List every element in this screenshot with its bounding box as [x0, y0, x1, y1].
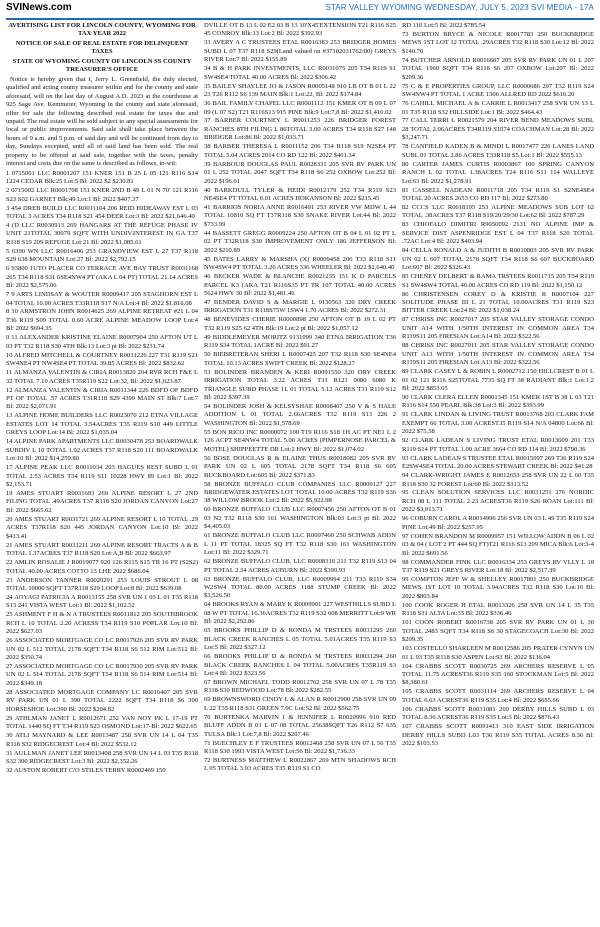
tax-listing-entry: 48 BENEVIDES CHERIE R0000898 250 AFTON OT B 19 L 02 PT T32 R119 S25 62 4TH Blk:19 Lot:2 pt Bl: 2022 $1,057.12 [204, 316, 396, 332]
tax-listing-entry: DVILLE OT B 13 L 02 E2 03 B 13 10'X45'EXTENSION T21 R116 S25 45 CONROY Blk:13 Lot:2 Bl: 2022 $392.93 [204, 22, 396, 38]
tax-listing-entry: 17 ALPINE PEAK LLC R0011034 203 HAGUES REST SUBD L 01 TOTAL 2.53 ACRES T34 R119 S11 10228 HWY 89 Lot:1 Bl: 2022 $2,153.71 [6, 464, 198, 489]
tax-listing-entry: 87 CHRISS INC R0027017 205 STAR VALLEY STORAGE CONDO UNIT A14 WITH 1/50TH INTEREST IN COMMON AREA T34 R119S11 205 FIRESIAN Lot:A14 Bl: 2022 $322.56 [402, 316, 594, 341]
notice-columns [6, 22, 594, 922]
tax-listing-entry: 73 BURTON BRYCE & NICOLE R0017783 250 BUCKBRIDGE MEWS 1ST LOT 12 TOTAL .29ACRES T32 R118 S30 Lot:12 Bl: 2022 $140.70 [402, 30, 594, 55]
tax-listing-entry: 38 BARBER THERESA L R0011152 206 T34 R118 S19 N2SE4 PT TOTAL 5.04 ACRES 2014 CO RD 122 Bl: 2022 $461.34 [204, 143, 396, 159]
tax-listing-entry: 20 AMES STUART R0031721 269 ALPINE RESORT L 10 TOTAL .29 ACRES T37R118 S20 445 JORDAN CANYON Lot:10 Bl: 2022 $413.41 [6, 515, 198, 540]
tax-listing-entry: 65 BROOKS PHILLIP D & RONDA M TRSTEES R0031295 260 BLACK CREEK RANCHES L 05 TOTAL 5.01ACRES T35 R119 S3 Lot:5 Bl: 2022 $327.12 [204, 627, 396, 652]
tax-listing-entry: 62 BRONZE BUFFALO CLUB, LLC R0008310 211 T32 R119 S13 04 PT TOTAL 2.34 ACRES AUBURN Bl: 2022 $399.93 [204, 558, 396, 574]
tax-listing-entry: 26 ASSOCIATED MORTGAGE CO LC R0017926 205 SVR RV PARK UN 02 L 512 TOTAL 2178 SQFT T34 R118 S6 512 RIM Lot:512 Bl: 2022 $350.74 [6, 637, 198, 662]
tax-listing-entry: 47 BENDER DAVID S & MARGIE L 9130563 320 DRY CREEK IRRIGATION T31 R118S75W 1SW4 1.70 ACRES Bl: 2022 $272.31 [204, 299, 396, 315]
tax-listing-entry: 69 BROWNSWORD CINDY L & ALAN R R0012900 258 SVR UN 09 L 22 T35 R118 S31 GREEN 7.0C Lot:52 Bl: 2022 $562.75 [204, 696, 396, 712]
notice-heading: STATE OF WYOMING COUNTY OF LINCOLN SS COUNTY TREASURER'S OFFICE [12, 57, 192, 74]
tax-listing-entry: 50 BIEBRETERAN SHERI L R0007425 207 T32 R118 S30 SE4NE4 TOTAL 10.13 ACRES SWIFT CREEK Bl: 2022 $128.27 [204, 351, 396, 367]
tax-listing-entry: 21 AMES STUART R0031211 269 ALPINE RESORT TRACTS A & B TOTAL 1.37ACRES T37 R118 S20 Lot:A,B Bl: 2022 $663.97 [6, 541, 198, 558]
tax-listing-entry: 55 BON RICO INC R0000072 100 T19 R116 S18 1H AC PT NE1 L 2 126 ACPT SE4NW4 TOTAL 5.00 ACRES (PIMPERNOSE PARCEL & MOTEL) SHIPPEETTE DR Lot:2 HWY Bl: 2022 $1,074.02 [204, 428, 396, 453]
tax-listing-entry: 99 COMPTON JEFF W & SHELLEY R0017801 250 BUCKBRIDGE MEWS 1ST LOT 10 TOTAL 3.94ACRES T32 R118 S30 Lot:10 Bl: 2022 $803.84 [402, 576, 594, 600]
tax-listing-entry: 31 AULLMAN JANET LEE R0013408 258 SVR UN 14 L 03 T35 R118 S32 300 RIDGECREST Lot:3 Bl: 2022 $2,352.26 [6, 749, 198, 766]
tax-listing-entry: 46 BECKER WADE & BLANCHE R0021235 151 K D PARCELS PARCEL K3 (AKA T21 R116S35 PT TR 107 TOTAL 40.00 ACRES 5624 HWY 30 Bl: 2022 $1,481.46 [204, 273, 396, 298]
tax-listing-entry: 11 ALMANZA VALENTIN & CIRIA R0013820 204 RVR RCH F&E L 32 TOTAL 7.10 ACRES T35R119 S22 Lot:32, Bl: 2022 $1,023.87 [6, 369, 198, 385]
tax-listing-entry: 86 CHRISTENSEN COREY D & KRISTIE R R0007104 227 SOLITUDE PHASE III L 21 TOTAL 10.00ACRES T31 R119 S23 BITTER CREEK Lot:24 Bl: 2022 $1,038.24 [402, 290, 594, 315]
tax-listing-entry: 53 BOLINDER BRANDEN & KERI R0091550 320 DRY CREEK IRRIGATION TOTAL 3.22 ACRES T31 R121 0080 6080 K TRIANGLE SUBD PHASE 1L 01 TOTAL 5.12 ACRES T31 R119 S12 Bl: 2022 $397.39 [204, 368, 396, 401]
site-name: SVINews.com [6, 2, 72, 13]
tax-listing-entry: 2 0715002 LLC R0001708 151 KNER 2ND B 49 L 01 N 70' 121 R116 S23 S02 GARNET Blk:49 Lot:1 Bl: 2022 $407.37 [6, 187, 198, 203]
tax-listing-entry: 105 CRABBS SCOTT R0031114 269 ARCHERS RESERVE L 04 TOTAL 6.63 ACREST36 R119 S35 Lot:4 Bl: 2022 $655.66 [402, 688, 594, 704]
notice-heading: NOTICE OF SALE OF REAL ESTATE FOR DELINQUENT TAXES [15, 39, 189, 56]
tax-listing-entry: 49 BIDDLEMEYER MORITZ 9131099 340 ETNA IRRIGATION T36 R119 S34 TOTAL 1ACRE Bl: 2022 $91.27 [204, 333, 396, 350]
tax-listing-entry: 10 ALFRED MITCHELL & COURTNEY R0031226 227 T31 R119 S21 SW4NE4 PT NW4SE4 PT TOTAL 39.85 ACRES Bl: 2022 $832.62 [6, 351, 198, 368]
tax-listing-entry: 89 CLARK CASEY L & ROBIN L R0002712 150 HILLCREST B 01 L 01 02 121 R116 S25TOTAL 7735 SQ FT 38 RADIANT Blk:1 Lot:1,2 Bl: 2022 $853.65 [402, 368, 594, 393]
tax-listing-entry: 100 COOK ROGER H ETAL R0013326 258 SVR UN 14 L 35 T35 R118 S31 ALTA Lot:35 Bl: 2022 $336.46 [402, 601, 594, 618]
tax-listing-entry: 29 ATHLMAN JANET L R0012671 252 VAN NOY PK L 17-19 PT TOTAL 1440 SQ FT T34 R119 S23 OSMOND Lot:17-Bl: 2022 $622.65 [6, 714, 198, 731]
tax-listing-entry: 93 CLARK LADEAN S TRUSTEE ETAL R0015097 269 T36 R119 S24 E2SW4SE4 TOTAL 20.00 ACRES STEWART CREEK Bl: 2022 $41.28 [402, 454, 594, 471]
tax-listing-entry: 22 AMLIN ROSALIE J R0019077 920 126 R115 S15 TR 16 PT (S2S2) TOTAL 40.00 ACRES COTTO 13 LHE 2022 $686.04 [6, 559, 198, 575]
tax-listing-entry: 81 CASSELL NADEAN R0011718 205 T34 R119 S1 S2NE4SE4 TOTAL 20 ACRES 2653 CO RD 117 Bl: 2022 $273.80 [402, 186, 594, 203]
tax-listing-entry: 80 CARTER JAMES CURTIS R0003867 100 SPRING CANYON RANCH L 02 TOTAL 1.38ACRES T24 R116 S11 114 WALLEYE Lot:63 Bl: 2022 $1,278.91 [402, 160, 594, 185]
tax-listing-entry: 107 CRABBS SCOTT R0091413 310 EAST SIDE IRRIGATION DERBY HILLS SUBD L03 T36 R119 S35 TOTAL ACRES 8.36 Bl: 2022 $103.53 [402, 723, 594, 748]
tax-listing-entry: 34 B & H PARK INVESTMENTS, LLC R0031075 205 T34 R119 S1 SW4SE4 TOTAL 40.00 ACRES Bl: 2022 $306.42 [204, 65, 396, 81]
tax-listing-entry: 28 ASSOCIATED MORTGAGE COMPANY LC R0016407 205 SVR RV PARK UN 01 L 390 TOTAL 2222 SQFT T34 R118 S6 390 HORSESHOE Lot:390 Bl: 2022 $204.82 [6, 688, 198, 713]
tax-listing-entry: 78 CANFIELD KADEN B & MINDI L R0017477 226 LANES LAND SUBL 01 TOTAL 2.86 ACRES T33R118 S5 Lot:1 Bl: 2022 $555.13 [402, 143, 594, 159]
tax-listing-entry: 13 ALPINE HOME BUILDERS LLC R0023070 212 ETNA VILLAGE ESTATES LOT 14 TOTAL 3.54ACRES T35 R119 S10 449 LITTLE GREYS LOOP Lot:14 Bl: 2022 $1,035.04 [6, 412, 198, 437]
column-1 [6, 22, 198, 922]
tax-listing-entry: 45 BATES LARRY & MARSHA (X) R0009458 206 T33 R118 S11 NW4SW4 PT TOTAL 3.26 ACRES 336 WHEELER Bl: 2022 $2,640.40 [204, 255, 396, 272]
tax-listing-entry: 41 BARRIOS NORIA ANNE R0016491 253 RIVER VW MDW L 44 TOTAL 10810 SQ FT T37R118 S30 SNAKE RIVER Lot:44 Bl: 2022 $733.99 [204, 204, 396, 228]
tax-listing-entry: 82 CCCS LLC R0018195 253 ALPINE MEADOWS SUB LOT 62 TOTAL .38ACRES T37 R118 S19/20/29/30 Lot:62 Bl: 2022 $787.29 [402, 204, 594, 220]
tax-listing-entry: 25 ASHMENT F H & N A TRUSTEES R0011812 205 SOUTHBROOK RCH L 10 TOTAL 2.20 ACRESS T34 R119 S10 POPLAR Lot:10 Bl: 2022 $627.03 [6, 611, 198, 636]
tax-listing-entry: 12 ALMANZA VALENTIN & CIRIA R0011344 226 BDFD OF BDFD PT OF TOTAL .57 ACRES T31R118 S29 4399 MAIN ST Blk:7 Lot:7 Bl: 2022 $2,071.91 [6, 386, 198, 411]
tax-listing-entry: 71 BUECHLEY E F TRUSTEES R0012468 258 SVR UN 07 L 56 T35 R118 S30 1993 VISTA WEST Lot:56 Bl: 2022 $1,736.33 [204, 739, 396, 756]
tax-listing-entry: 58 BRONZE BUFFALO CLUB COMPANIES LLC R0009127 227 BRIDGEWATER ESTATES LOT TOTAL 10.00 ACRES T32 R119 S36 38 WILLOW BROOK Lot:2 Bl: 2022 $5,922.98 [204, 480, 396, 505]
tax-listing-entry: 5 6390 WN LLC R0016406 253 GRANDVIEW EST L 27 T37 R118 S29 638 MOUNTAIN Lot:27 Bl: 2022 $2,792.15 [6, 247, 198, 264]
tax-listing-entry: 23 ANDERSON TANNER R0020291 253 LOUIS STROUT L 08 TOTAL 10000 SQFT T37R118 S29 LOOP Lot:8 Bl: 2022 $639.08 [6, 576, 198, 592]
tax-listing-entry: 104 CRABBS SCOTT R0030725 269 ARCHERS RESERVE L 05 TOTAL 11.75 ACREST36 R119 S35 160 STOCKMAN Lot:5 Bl: 2022 $8,380.61 [402, 662, 594, 687]
tax-listing-entry: 77 CALL TERRI L R0021579 204 RIVER BEND MEADOWS SUBL 28 TOTAL 2.06ACRES T34R119 S1074 COACHMAN Lot:28 Bl: 2022 $3,247.71 [402, 117, 594, 142]
page-header [6, 2, 594, 20]
tax-listing-entry: 67 BROWN MICHAEL TODD R0012762 258 SVR UN 07 L 78 T35 R118 S30 REDWOOD Lot:78 Bl: 2022 $282.55 [204, 678, 396, 695]
tax-listing-entry: 97 COHEN BRANDON M R0009957 151 WILLOW ADDN B 06 L 02 03 & 04 ( LOT 2 PT 444 SQ FT)T21 R116 S13 209 MICA Blk:6 Lot:3-4 Bl: 2022 $691.56 [402, 532, 594, 557]
tax-listing-entry: 4 (D LLC R0030913 269 HANGARS AT THE REFUGE PHASE IV UNIT 21TOTAL 30079 SQFT WITH UNDIV.INTEREST IN GA T37 R118 S19 209 REFUGE Lot:21 Bl: 2022 $1,085.61 [6, 221, 198, 246]
tax-listing-entry: 72 BURTNESS MATTHEW L R0022867 269 MTN SHADOWS RCH L 05 TOTAL 3.93 ACRES T35 R119 S1 CO [204, 757, 396, 773]
tax-listing-entry: 88 CHRISS INC R0027011 205 STAR VALLEY STORAGE CONDO UNIT A13 WITH 1/50TH INTEREST IN COMMON AREA T34 R119S11 205 FIRESIAN Lot:A13 Bl: 2022 $322.56 [402, 342, 594, 367]
tax-listing-entry: 60 BRONZE BUFFALO CLUB LLC R0007456 250 AFTON OT B 01 03 N2 T32 R118 S30 161 WASHINGTON Blk:03 Lot:3 pt Bl: 2022 $4,405.03 [204, 506, 396, 531]
tax-listing-entry: 84 CELLA RONALD A & JUDITH B R0010803 205 SVR RV PARK UN 02 L 607 TOTAL 2178 SQFT T34 R118 S6 607 BUCKBOARD Lot:607 Bl: 2022 $326.43 [402, 247, 594, 272]
column-2 [204, 22, 396, 922]
tax-listing-entry: 66 BROOKS PHILLIP D & RONDA M TRSTEES R0031294 260 BLACK CREEK RANCHES L 04 TOTAL 5.00ACRES T35R119 S3 Lot:4 Bl: 2022 $323.56 [204, 653, 396, 677]
tax-listing-entry: 7 9 ARTS LINDSAY & WOUTER R0009417 205 STAGHORN EST L 04 TOTAL 10.00 ACRES T33R118 S17 N/A Lot:4 Bl: 2022 $1,816.08 [6, 291, 198, 307]
tax-listing-entry: 98 COMMANDER FINK LLC R0016334 253 GREYS RV VLLY L 18 T37 R119 S21 GREYS RIVER Lot:18 Bl: 2022 $2,517.39 [402, 558, 594, 575]
tax-listing-entry: 64 BROOKS RYAN & MARY K R0009901 227 WESTHILLS SUBD L 08 W PT TOTAL 16.36ACRES T32 R119 S32 608 MERRITT Lot:9 WR Bl: 2022 $2,292.86 [204, 601, 396, 626]
tax-listing-entry: 19 AMES STUART R0031693 269 ALPINE RESORT L 27 2ND FILING TOTAL .49ACRES T37 R118 S20 JORDAN CANYON Lot:27 Bl: 2022 $665.62 [6, 489, 198, 514]
tax-listing-entry: 30 ATLI MAYNARD & LEE R0013487 258 SVR UN 14 L 04 T35 R118 S32 RIDGECREST Lot:4 Bl: 2022 $532.12 [6, 732, 198, 748]
tax-listing-entry: 32 AUSTON ROBERT C/O STILES TERRY R0002469 150 [6, 766, 166, 774]
tax-listing-entry: 37 BARBER COURTNEY L R0011253 226 BRIDGER FOREST RANCHES 8TH FILING L 86TOTAL 3.00 ACRES T34 R118 S27 148 BRIDGER Lot:86 Bl: 2022 $1,033.71 [204, 117, 396, 142]
tax-listing-entry: 3 454 DREB BUILD LLC R0011104 206 REID HIDEAWAY EST L 03 TOTAL 3 ACRES T34 R118 S21 454 DEER Lot:3 Bl: 2022 $21,646.40 [6, 204, 198, 220]
tax-listing-entry: 40 BARKDULL TYLER & HEIDI R0012179 252 T34 R119 S23 NE4SE4 PT TOTAL 0.01 ACRES HOKANSON Bl: 2022 $215.45 [204, 186, 396, 203]
tax-listing-entry: 56 BOSE DOUGLAS R & ELAINE THUS R0018082 205 SVR RV PARK UN 02 L 605 TOTAL 2178 SQFT T34 R118 S6 605 BUCKBOARD Lot:605 Bl: 2022 $371.83 [204, 454, 396, 479]
tax-listing-entry: 103 COSTELLO SHARLEEN M R0012586 205 PRATER CYNYN UN 01 L 93 T35 R118 S30 ASPEN Lot:93 Bl: 2022 $136.04 [402, 645, 594, 661]
tax-listing-entry: 96 COBURN CAROL A R0014996 256 SVR UN 03 L 49 T35 R119 S24 PINE Lot:49 Bl: 2022 $257.95 [402, 515, 594, 531]
tax-listing-entry: 92 CLARK LADEAN S LIVING TRUST ETAL R0013609 201 T33 R119 S14 PT TOTAL 1.00 ACRE 3664 CO RD 114 Bl: 2022 $790.36 [402, 437, 594, 453]
tax-listing-entry: 39 BARBOUR DOUGLAS PAUL R0028331 205 SVR RV PARK UN 01 L 252 TOTAL 2047 SQFT T34 R118 S6 252 OXBOW Lot:252 Bl: 2022 $196.61 [204, 160, 396, 185]
notice-heading: AVERTISING LIST FOR LINCOLN COUNTY, WYOMING FOR TAX YEAR 2022 [8, 22, 196, 38]
tax-listing-entry: 9 11 ALEXANDER KRISTINE ELAINE R0007904 250 AFTON UT L 03 PT T32 R118 S30 4TH Blk:13 Lot:3 pt Bl: 2022 $231.74 [6, 334, 198, 350]
tax-listing-entry: 44 BASSETT GREGG R0009224 250 AFTON OT B 04 L 01 02 PT L 02 PT T32R118 S30 IMPROVEMENT ONLY 186 JEFFERSON Bl: 2022 $210.89 [204, 229, 396, 254]
tax-listing-entry: 1 0715001 LLC R0001207 151 KNER 151 B 25 L 05 121 R116 S14 1224 CEDAR Blk:25 Lot:5 Bl: 2022 $2 $230.81 [6, 169, 198, 186]
tax-listing-entry: 6 93800 1UTO PLACER CO TERRACE AVE BAY TRUST R0031168 265 T34 R118 S31 6SE4NW4 PT (AKA L 04 PT) TOTAL 21.14 ACRES Bl: 2022 $2,575.06 [6, 265, 198, 290]
tax-listing-entry: 33 AVERY A C TRUSTEES ETAL R0016383 253 BRIDGER HOMES SUBD L 07 T37 R118 S29(Land valued on #37102031762/00) GREYS RIVER Lot:7 Bl: 2022 $155.89 [204, 39, 396, 64]
tax-listing-entry: 35 BAILEY SHAYLEE JO & JASON R0005148 910 LB OT B 01 L 22 23 T26 R112 S6 139 MAIN Blk:1 Lot:22, Bl: 2022 $174.84 [204, 82, 396, 99]
tax-listing-entry: 75 C & E PROPERTIES GROUP, LLC R0000686 207 T32 R119 S24 SW4NW4 PT TOTAL 1 ACRE 1306 ALLRED RD 2022 $616.20 [402, 82, 594, 99]
tax-listing-entry: 14 ALPINE PARK APARTMENTS LLC R0030478 253 BOARDWALK SUBDIV L 10 TOTAL 1.92 ACRES T37 R118 S20 111 BOARDWALK Lot:10 Bl: 2022 $14,259.80 [6, 438, 198, 463]
tax-listing-entry: 85 CHENEY DELBERT & RAMA TRSTEES R0011715 205 T34 R119 S1 SW4SW4 TOTAL 40.00 ACRES CO RD 119 Bl: 2022 $1,150.12 [402, 273, 594, 289]
tax-listing-entry: 74 BUTCHER ARNOLD R0016607 205 SVR RV PARK UN 01 L 207 TOTAL 1960 SQFT T34 R118 S6 207 OXBOW Lot:207 Bl: 2022 $209.36 [402, 56, 594, 81]
tax-listing-entry: RD 110 Lot:5 Bl: 2022 $785.54 [402, 22, 486, 29]
tax-listing-entry: 106 CRABBS SCOTT R0031081 269 DERBY HILLS SUBD L 03 TOTAL 8.36 ACREST36 R119 S35 Lot:3 Bl: 2022 $876.43 [402, 705, 594, 722]
tax-listing-entry: 91 CLARK LINDAN & LIVING TRUST R0013768 203 CLARK FAM EXEMPT 66 TOTAL 3.00 ACREST35 R119 S14 N/A 04800 Lot:66 Bl: 2022 $75.58 [402, 411, 594, 436]
tax-listing-entry: 27 ASSOCIATED MORTGAGE CO LC R0017930 205 SVR RV PARK UN 02 L 514 TOTAL 2178 SQFT T34 R118 S6 514 RIM Lot:514 Bl: 2022 $349.18 [6, 663, 198, 687]
tax-listing-entry: 70 BURTENKA MARVIN I & JENNIFER L R0020996 910 RED BLUFF ADDN B 01 L 07 08 TOTAL 25638SQFT T26 R112 S7 635 TULSA Blk:1 Lot:7,8 Bl: 2022 $207.46 [204, 713, 396, 738]
tax-listing-entry: 94 CLARK-WRIGHT JAMES E R0012653 258 SVR UN 22 L 60 T35 R118 S30 32 FOREST Lot:60 Bl: 2022 $313.52 [402, 472, 594, 488]
column-3 [402, 22, 594, 922]
paper-info: STAR VALLEY WYOMING WEDNESDAY, JULY 5, 2023 SVI MEDIA - 17A [325, 3, 594, 12]
notice-intro: Notice is hereby given that I, Jerry L. Greenfield, the duly elected, qualified and acting county treasurer within and for the county and state aforesaid, will on the last day of August A.D. 2023 at the courthouse at 925 Sage Ave. Kemmerer, Wyoming in the county and state aforesaid, offer for sale the following described real estate for taxes due and unpaid. The real estate will be sold subject to any special assessments for local or public improvements. Said sale shall take place between the hours of 9 a.m. and 5 p.m. of said day and will be continued from day to day, Sundays excepted, until all of said land has been sold. The real property to be offered at said sale, together with the taxes, penalty interest and costs due on the same is described as follows, to-wit: [6, 75, 198, 168]
tax-listing-entry: 36 BAIL FAMILY CHAPEL LLC R0001112 151 KMER OT B 09 L 07 09 (L 07 S2) T21 R116S13 915 PINE Blk:9 Lot:7,8 Bl: 2022 $1,410.02 [204, 100, 396, 116]
tax-listing-entry: 24 AOYAGI PATRICIA A R0013155 258 SVR UN 1 03 L 01 T35 R118 S13 241 VISTA WEST Lot:1 Bl: 2022 $1,102.52 [6, 593, 198, 610]
tax-listing-entry: 95 CLEAN SOLUTION SERVICES LLC R0031251 276 NORDIC RCH 08 L 111 TOTAL 2.23 ACREST36 R119 S26 ROAN Lot:111 Bl: 2022 $3,913.71 [402, 489, 594, 514]
tax-listing-entry: 101 COON ROBERT R0016738 205 SVR RV PARK UN 01 L 30 TOTAL 2483 SQFT T34 R118 S6 30 STAGECOACH Lot:30 Bl: 2022 $209.35 [402, 619, 594, 644]
tax-listing-entry: 83 CHIOFALO DIMITRI R9050092 2131 NO ALPINE IMP & SERVICE DIST ASPENRIDGE EST L 04 T37 R118 S20 TOTAL .72AC Lot:4 Bl: 2022 $403.94 [402, 221, 594, 246]
tax-listing-entry: 63 BRONZE BUFFALO CLUB, LLC R0009994 211 T33 R119 S34 W2SW4 TOTAL 80.00 ACRES 1188 STUMP CREEK Bl: 2022 $3,526.50 [204, 575, 396, 600]
tax-listing-entry: 54 BOLINDER JOSH & KELSYSHAE R0008467 250 V & S HALE ADDITION L 01 TOTAL 2.66ACRES T32 R119 S13 226 2 WASHINGTON Bl: 2022 $1,578.69 [204, 402, 396, 427]
tax-listing-entry: 90 CLARK CLERA ELLEN R0001345 151 KMER 1ST B 38 L 03 T21 R116 S14 550 PEARL Blk:38 Lot:3 Bl: 2022 $393.99 [402, 393, 594, 410]
tax-listing-entry: 76 CAHILL MICHAEL A & CARRIE L R0013417 258 SVR UN 13 L 01 T35 R118 S32 HILLSIDE Lot:1 Bl: 2022 $464.43 [402, 100, 594, 116]
tax-listing-entry: 8 10 ARMSTRON JOHN R0014625 269 ALPINE RETREAT #21 L 04 T36 R119 S09 TOTAL 0.60 ACRE ALPINE MEADOW LOOP Lot:4 Bl: 2022 $694.35 [6, 308, 198, 333]
tax-listing-entry: 61 BRONZE BUFFALO CLUB LLC R0007460 250 SCHWAB ADDN L 11 PT TOTAL 18325 SQ FT T32 R118 S30 161 WASHINGTON Lot:11 Bl: 2022 $329.71 [204, 532, 396, 557]
